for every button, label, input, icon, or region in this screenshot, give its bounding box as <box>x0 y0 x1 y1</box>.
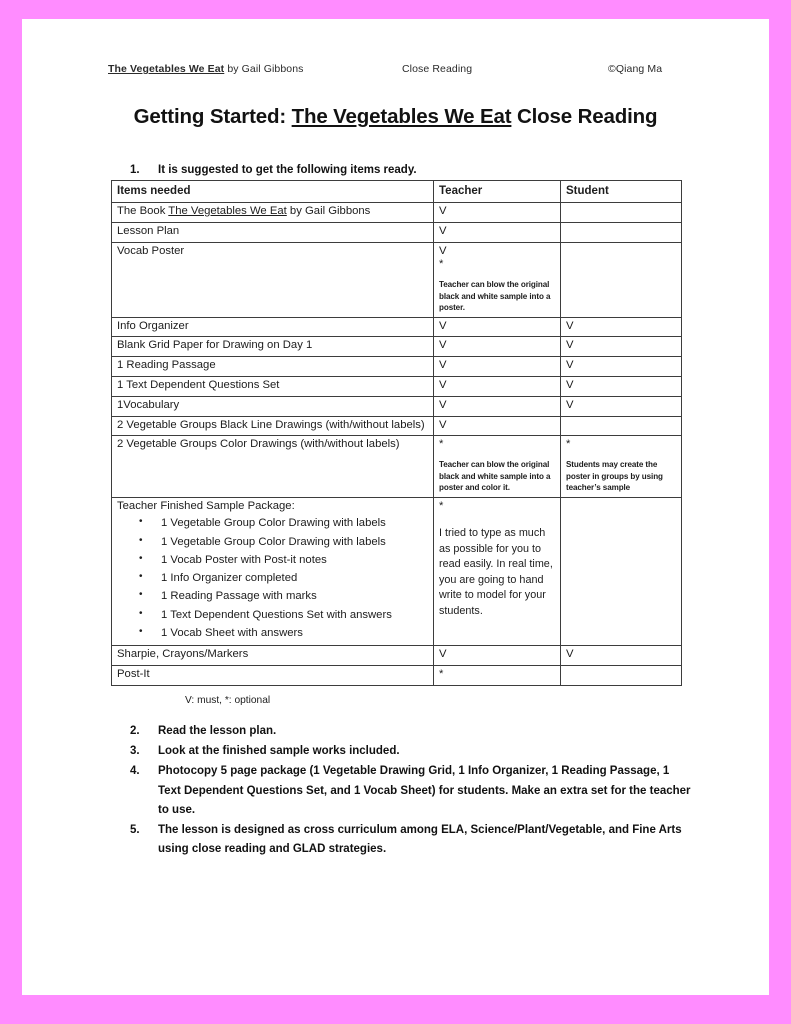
teacher-mark-optional: * <box>439 258 444 271</box>
table-row <box>112 666 682 686</box>
cell-item <box>112 203 434 223</box>
list-item: • 1 Vegetable Group Color Drawing with labels <box>161 533 428 551</box>
step-4 <box>130 762 695 820</box>
step-4-text: Photocopy 5 page package (1 Vegetable Drawing Grid, 1 Info Organizer, 1 Reading Passage, 1 Text Dependent Questions Set, and 1 Vocab Sheet) for students. Make an extra set for the teacher to use. <box>158 765 691 816</box>
page-title-prefix: Getting Started: <box>133 105 292 128</box>
cell-student <box>561 222 682 242</box>
list-item: • 1 Vocab Poster with Post-it notes <box>161 551 428 569</box>
running-head-center: Close Reading <box>402 63 473 75</box>
cell-student: V <box>561 357 682 377</box>
cell-teacher: V <box>434 646 561 666</box>
page-title-book: The Vegetables We Eat <box>291 105 512 128</box>
running-head-left <box>108 63 304 75</box>
step-1 <box>130 164 417 176</box>
list-item: • 1 Reading Passage with marks <box>161 587 428 605</box>
running-head-copyright: ©Qiang Ma <box>608 63 663 75</box>
step-3 <box>130 742 695 761</box>
cell-item: 2 Vegetable Groups Color Drawings (with/without labels) <box>112 436 434 497</box>
running-head-author: by Gail Gibbons <box>224 63 304 75</box>
cell-student <box>561 666 682 686</box>
cell-teacher: V <box>434 357 561 377</box>
package-title: Teacher Finished Sample Package: <box>117 499 295 512</box>
step-3-number: 3. <box>130 745 140 758</box>
cell-student: V <box>561 396 682 416</box>
cell-teacher: V <box>434 317 561 337</box>
teacher-note: Teacher can blow the original black and white sample into a poster and color it. <box>439 460 551 493</box>
cell-item: 2 Vegetable Groups Black Line Drawings (with/without labels) <box>112 416 434 436</box>
list-item: • 1 Vocab Sheet with answers <box>161 624 428 642</box>
step-2 <box>130 722 695 741</box>
cell-student <box>561 242 682 317</box>
table-row <box>112 222 682 242</box>
table-row <box>112 203 682 223</box>
cell-item: 1 Reading Passage <box>112 357 434 377</box>
step-1-text: It is suggested to get the following items ready. <box>158 164 417 176</box>
instruction-steps <box>130 722 695 860</box>
cell-teacher: V <box>434 337 561 357</box>
cell-item <box>112 497 434 646</box>
table-row <box>112 337 682 357</box>
list-item: • 1 Info Organizer completed <box>161 569 428 587</box>
cell-student <box>561 416 682 436</box>
items-needed-table <box>111 180 682 686</box>
table-header-row <box>112 181 682 203</box>
cell-teacher <box>434 497 561 646</box>
cell-item: Sharpie, Crayons/Markers <box>112 646 434 666</box>
cell-student <box>561 203 682 223</box>
page-title <box>22 105 769 129</box>
cell-item: Info Organizer <box>112 317 434 337</box>
column-header-items: Items needed <box>112 181 434 203</box>
cell-teacher: * <box>434 666 561 686</box>
cell-teacher: V <box>434 222 561 242</box>
cell-student: V <box>561 646 682 666</box>
cell-student <box>561 497 682 646</box>
teacher-mark: V <box>439 244 447 257</box>
step-5-text: The lesson is designed as cross curriculum among ELA, Science/Plant/Vegetable, and Fine Arts using close reading and GLAD strategies. <box>158 824 682 856</box>
student-note: Students may create the poster in groups by using teacher’s sample <box>566 460 663 493</box>
package-bullet-list <box>117 514 428 642</box>
cell-item: Post-It <box>112 666 434 686</box>
cell-student: V <box>561 337 682 357</box>
student-mark: * <box>566 438 571 451</box>
cell-teacher <box>434 436 561 497</box>
table-row <box>112 436 682 497</box>
item-text-book: The Vegetables We Eat <box>168 205 287 218</box>
step-3-text: Look at the finished sample works included. <box>158 745 400 758</box>
cell-teacher <box>434 242 561 317</box>
step-5 <box>130 821 695 859</box>
table-row <box>112 242 682 317</box>
cell-item: Vocab Poster <box>112 242 434 317</box>
table-row <box>112 317 682 337</box>
column-header-student: Student <box>561 181 682 203</box>
step-2-number: 2. <box>130 725 140 737</box>
cell-student: V <box>561 317 682 337</box>
cell-item: Blank Grid Paper for Drawing on Day 1 <box>112 337 434 357</box>
cell-item: 1 Text Dependent Questions Set <box>112 376 434 396</box>
cell-student: V <box>561 376 682 396</box>
cell-teacher: V <box>434 203 561 223</box>
running-head-book-title: The Vegetables We Eat <box>108 63 225 75</box>
list-item: • 1 Vegetable Group Color Drawing with labels <box>161 514 428 532</box>
document-page <box>22 19 769 995</box>
list-item: • 1 Text Dependent Questions Set with answers <box>161 606 428 624</box>
item-text-prefix: The Book <box>117 205 169 218</box>
table-legend: V: must, *: optional <box>185 695 271 706</box>
table-row <box>112 497 682 646</box>
table-row <box>112 396 682 416</box>
item-text-suffix: by Gail Gibbons <box>286 205 371 218</box>
page-title-suffix: Close Reading <box>511 105 658 128</box>
table-row <box>112 357 682 377</box>
teacher-mark: * <box>439 438 444 451</box>
cell-item: Lesson Plan <box>112 222 434 242</box>
step-2-text: Read the lesson plan. <box>158 725 277 737</box>
teacher-mark: * <box>439 499 444 512</box>
cell-teacher: V <box>434 376 561 396</box>
step-4-number: 4. <box>130 765 140 778</box>
table-row <box>112 416 682 436</box>
cell-student <box>561 436 682 497</box>
step-1-number: 1. <box>130 164 140 176</box>
cell-item: 1Vocabulary <box>112 396 434 416</box>
cell-teacher: V <box>434 396 561 416</box>
table-row <box>112 376 682 396</box>
teacher-note-large: I tried to type as much as possible for you to read easily. In real time, you are going to hand write to model for your students. <box>439 527 553 618</box>
teacher-note: Teacher can blow the original black and white sample into a poster. <box>439 280 551 313</box>
table-row <box>112 646 682 666</box>
step-5-number: 5. <box>130 824 140 837</box>
cell-teacher: V <box>434 416 561 436</box>
column-header-teacher: Teacher <box>434 181 561 203</box>
